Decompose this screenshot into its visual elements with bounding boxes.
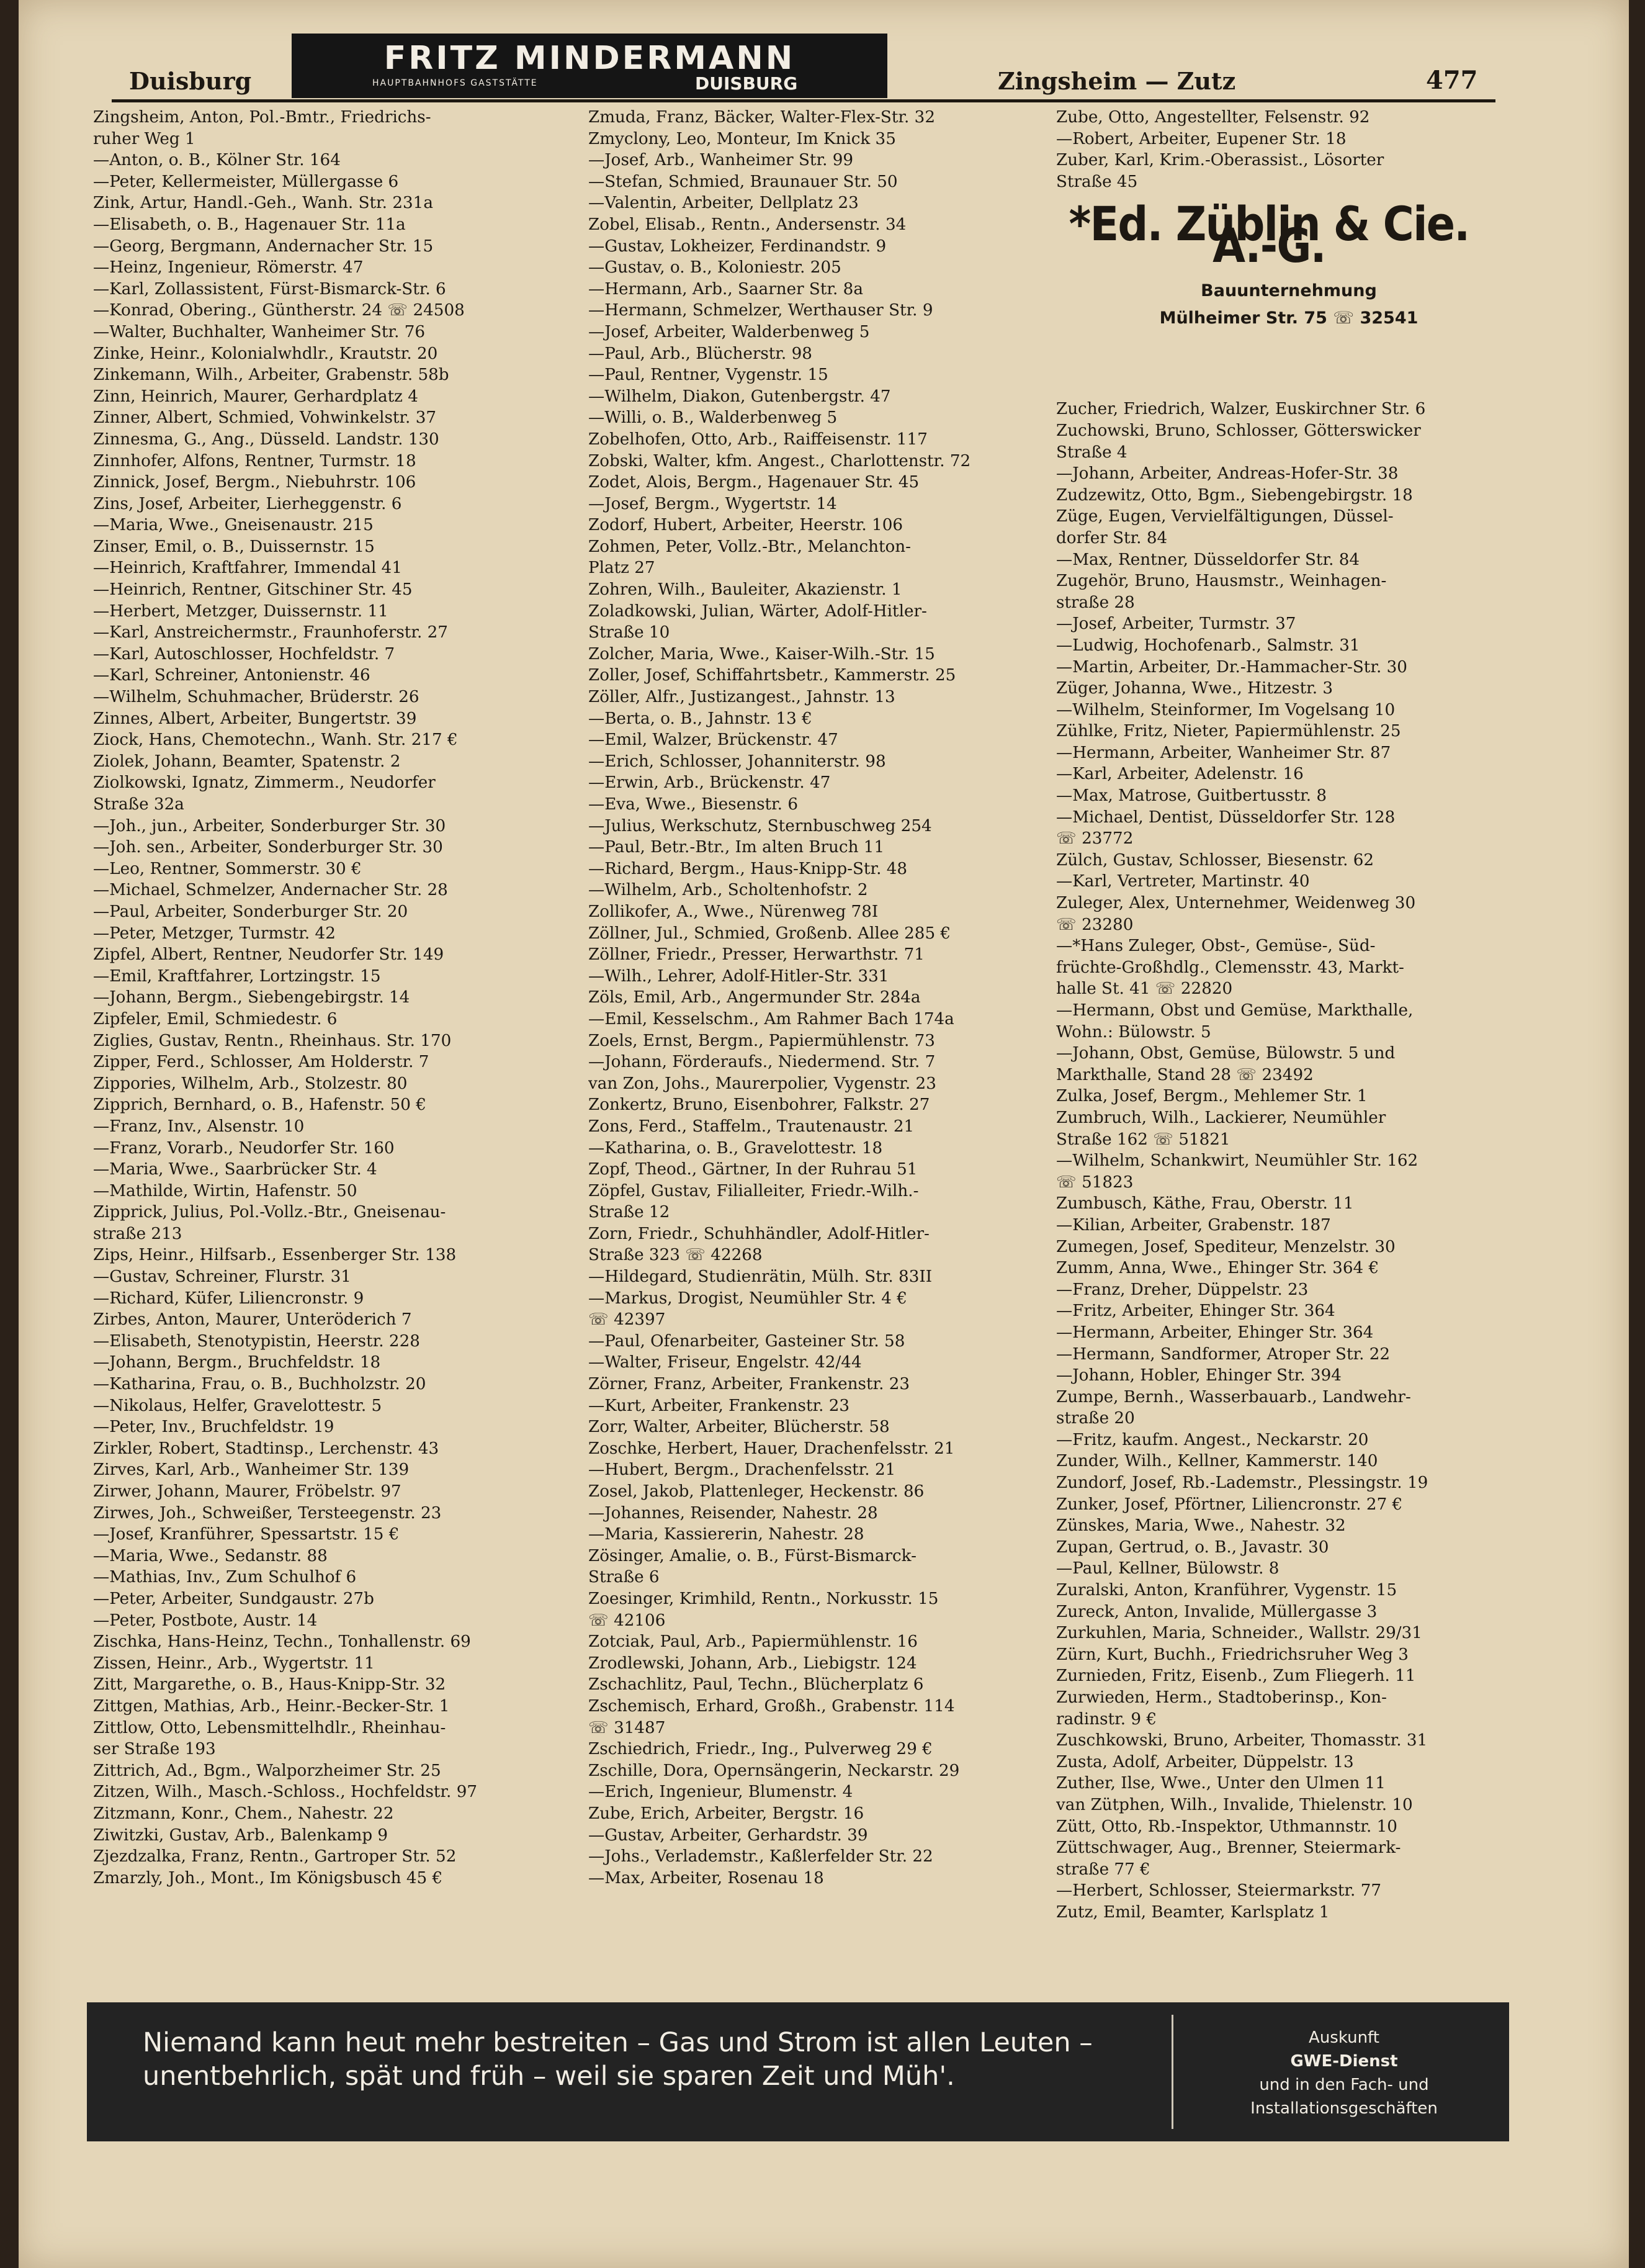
directory-entry: Zschachlitz, Paul, Techn., Blücherplatz 6 — [588, 1675, 924, 1694]
directory-entry: —Josef, Arb., Wanheimer Str. 99 — [588, 151, 854, 170]
directory-entry: Zipfel, Albert, Rentner, Neudorfer Str. 149 — [93, 945, 444, 965]
banner-info-line: Auskunft — [1309, 2028, 1379, 2047]
directory-entry: Zinner, Albert, Schmied, Vohwinkelstr. 37 — [93, 408, 437, 428]
directory-entry: Zollikofer, A., Wwe., Nürenweg 78I — [588, 902, 879, 921]
directory-entry: —Michael, Dentist, Düsseldorfer Str. 128 — [1056, 808, 1396, 827]
directory-entry: Zumegen, Josef, Spediteur, Menzelstr. 30 — [1056, 1237, 1396, 1256]
directory-entry: —Mathias, Inv., Zum Schulhof 6 — [93, 1568, 357, 1587]
directory-entry: Zureck, Anton, Invalide, Müllergasse 3 — [1056, 1602, 1378, 1621]
directory-entry: Zirbes, Anton, Maurer, Unteröderich 7 — [93, 1310, 412, 1330]
directory-entry: —Hubert, Bergm., Drachenfelsstr. 21 — [588, 1460, 896, 1480]
directory-entry: —Robert, Arbeiter, Eupener Str. 18 — [1056, 129, 1347, 148]
directory-entry: —Johann, Obst, Gemüse, Bülowstr. 5 und — [1056, 1044, 1396, 1063]
header-advertisement — [292, 34, 887, 98]
directory-entry: —Wilhelm, Schankwirt, Neumühler Str. 162 — [1056, 1151, 1419, 1171]
directory-entry: Zinnes, Albert, Arbeiter, Bungertstr. 39 — [93, 709, 417, 728]
directory-entry: ☏ 23280 — [1056, 915, 1134, 934]
header-rule — [112, 99, 1495, 102]
directory-entry: —Maria, Wwe., Gneisenaustr. 215 — [93, 516, 374, 535]
directory-entry: Zinser, Emil, o. B., Duissernstr. 15 — [93, 537, 375, 556]
directory-entry: —Karl, Anstreichermstr., Fraunhoferstr. 27 — [93, 623, 448, 642]
directory-entry: —Josef, Arbeiter, Walderbenweg 5 — [588, 322, 870, 341]
directory-entry: ser Straße 193 — [93, 1740, 216, 1759]
directory-entry: —Nikolaus, Helfer, Gravelottestr. 5 — [93, 1396, 382, 1415]
directory-entry: Zühlke, Fritz, Nieter, Papiermühlenstr. 25 — [1056, 722, 1401, 741]
directory-entry: ☏ 51823 — [1056, 1172, 1134, 1192]
directory-entry: straße 77 € — [1056, 1860, 1150, 1879]
directory-entry: —Johannes, Reisender, Nahestr. 28 — [588, 1503, 878, 1523]
directory-entry: Zulka, Josef, Bergm., Mehlemer Str. 1 — [1056, 1087, 1368, 1106]
directory-entry: —Katharina, Frau, o. B., Buchholzstr. 20 — [93, 1375, 426, 1394]
directory-entry: —Max, Matrose, Guitbertusstr. 8 — [1056, 786, 1327, 806]
directory-entry: Zumpe, Bernh., Wasserbauarb., Landwehr- — [1056, 1387, 1411, 1406]
directory-entry: Zöls, Emil, Arb., Angermunder Str. 284a — [588, 988, 921, 1007]
directory-entry: Zumbruch, Wilh., Lackierer, Neumühler — [1056, 1108, 1386, 1127]
brand-name: FRITZ MINDERMANN — [383, 40, 796, 77]
directory-entry: —Hermann, Arb., Saarner Str. 8a — [588, 279, 863, 299]
directory-entry: Straße 10 — [588, 623, 670, 642]
directory-entry: Zirkler, Robert, Stadtinsp., Lerchenstr. 43 — [93, 1439, 439, 1458]
directory-entry: Zöller, Alfr., Justizangest., Jahnstr. 13 — [588, 688, 895, 707]
directory-entry: Zirwer, Johann, Maurer, Fröbelstr. 97 — [93, 1482, 401, 1501]
directory-entry: Straße 12 — [588, 1203, 670, 1222]
directory-entry: Zoesinger, Krimhild, Rentn., Norkusstr. 15 — [588, 1589, 939, 1608]
directory-entry: ☏ 42106 — [588, 1611, 666, 1630]
directory-entry: Zipfeler, Emil, Schmiedestr. 6 — [93, 1009, 338, 1028]
directory-entry: früchte-Großhdlg., Clemensstr. 43, Markt- — [1056, 958, 1404, 977]
directory-entry: —Richard, Küfer, Liliencronstr. 9 — [93, 1289, 364, 1308]
directory-entry: —Franz, Inv., Alsenstr. 10 — [93, 1117, 305, 1136]
directory-entry: Zolcher, Maria, Wwe., Kaiser-Wilh.-Str. 15 — [588, 644, 935, 664]
directory-entry: Zitt, Margarethe, o. B., Haus-Knipp-Str. 32 — [93, 1675, 446, 1694]
directory-entry: —Kurt, Arbeiter, Frankenstr. 23 — [588, 1396, 850, 1415]
directory-entry: —Josef, Arbeiter, Turmstr. 37 — [1056, 614, 1296, 634]
directory-entry: Zinnick, Josef, Bergm., Niebuhrstr. 106 — [93, 473, 416, 492]
directory-entry: Zöpfel, Gustav, Filialleiter, Friedr.-Wilh.- — [588, 1181, 919, 1200]
directory-entry: Zunder, Wilh., Kellner, Kammerstr. 140 — [1056, 1452, 1378, 1471]
directory-entry: Zinke, Heinr., Kolonialwhdlr., Krautstr. 20 — [93, 344, 438, 363]
directory-entry: halle St. 41 ☏ 22820 — [1056, 979, 1233, 999]
directory-entry: —Johann, Förderaufs., Niedermend. Str. 7 — [588, 1053, 936, 1072]
directory-entry: Zingsheim, Anton, Pol.-Bmtr., Friedrichs- — [93, 108, 431, 127]
directory-entry: Zjezdzalka, Franz, Rentn., Gartroper Str. 52 — [93, 1847, 457, 1866]
directory-entry: —Joh. sen., Arbeiter, Sonderburger Str. 30 — [93, 838, 443, 857]
directory-entry: Zirves, Karl, Arb., Wanheimer Str. 139 — [93, 1460, 410, 1480]
directory-entry: Ziwitzki, Gustav, Arb., Balenkamp 9 — [93, 1825, 388, 1845]
directory-entry: —Hermann, Obst und Gemüse, Markthalle, — [1056, 1001, 1414, 1020]
directory-entry: —Eva, Wwe., Biesenstr. 6 — [588, 795, 798, 814]
banner-slogan: Niemand kann heut mehr bestreiten – Gas und Strom ist allen Leuten – unentbehrlich, spät und früh – weil sie sparen Zeit und Müh'. — [143, 2027, 1093, 2092]
directory-entry: Zobski, Walter, kfm. Angest., Charlottenstr. 72 — [588, 451, 971, 470]
directory-entry: —Maria, Wwe., Saarbrücker Str. 4 — [93, 1160, 377, 1179]
directory-entry: Zipper, Ferd., Schlosser, Am Holderstr. 7 — [93, 1053, 429, 1072]
bottom-banner — [87, 2002, 1509, 2141]
directory-entry: —Hildegard, Studienrätin, Mülh. Str. 83II — [588, 1267, 933, 1287]
directory-entry: —Paul, Rentner, Vygenstr. 15 — [588, 366, 828, 385]
directory-entry: dorfer Str. 84 — [1056, 528, 1168, 547]
directory-entry: Zurwieden, Herm., Stadtoberinsp., Kon- — [1056, 1688, 1387, 1707]
directory-entry: Zittgen, Mathias, Arb., Heinr.-Becker-Str. 1 — [93, 1696, 450, 1716]
directory-entry: Zrodlewski, Johann, Arb., Liebigstr. 124 — [588, 1654, 917, 1673]
directory-entry: straße 213 — [93, 1224, 182, 1243]
directory-entry: Zusta, Adolf, Arbeiter, Düppelstr. 13 — [1056, 1752, 1354, 1771]
directory-entry: —Anton, o. B., Kölner Str. 164 — [93, 151, 341, 170]
directory-entry: Straße 6 — [588, 1568, 660, 1587]
directory-entry: Zutz, Emil, Beamter, Karlsplatz 1 — [1056, 1902, 1330, 1922]
directory-entry: —Franz, Vorarb., Neudorfer Str. 160 — [93, 1138, 395, 1158]
directory-entry: Zörner, Franz, Arbeiter, Frankenstr. 23 — [588, 1375, 910, 1394]
directory-entry: Zurkuhlen, Maria, Schneider., Wallstr. 29/31 — [1056, 1624, 1422, 1643]
directory-entry: Züger, Johanna, Wwe., Hitzestr. 3 — [1056, 679, 1333, 698]
directory-entry: Zins, Josef, Arbeiter, Lierheggenstr. 6 — [93, 494, 402, 513]
directory-entry: —Emil, Kraftfahrer, Lortzingstr. 15 — [93, 966, 381, 986]
directory-entry: —Willi, o. B., Walderbenweg 5 — [588, 408, 838, 428]
column-2 — [588, 107, 1078, 1956]
zueblin-subtitle: Bauunternehmung — [1201, 281, 1377, 301]
directory-entry: Platz 27 — [588, 559, 655, 578]
directory-entry: Zucher, Friedrich, Walzer, Euskirchner Str. 6 — [1056, 400, 1426, 419]
directory-entry: Straße 323 ☏ 42268 — [588, 1246, 763, 1265]
directory-entry: Zube, Erich, Arbeiter, Bergstr. 16 — [588, 1804, 864, 1823]
directory-entry: Zmuda, Franz, Bäcker, Walter-Flex-Str. 32 — [588, 108, 935, 127]
directory-entry: Ziglies, Gustav, Rentn., Rheinhaus. Str. 170 — [93, 1031, 452, 1050]
directory-entry: Zumbusch, Käthe, Frau, Oberstr. 11 — [1056, 1194, 1354, 1213]
directory-entry: ☏ 42397 — [588, 1310, 666, 1330]
directory-entry: Zudzewitz, Otto, Bgm., Siebengebirgstr. 18 — [1056, 485, 1413, 505]
directory-entry: —Wilhelm, Steinformer, Im Vogelsang 10 — [1056, 700, 1396, 719]
directory-entry: —Peter, Metzger, Turmstr. 42 — [93, 924, 336, 943]
banner-info-line: Installationsgeschäften — [1250, 2099, 1438, 2118]
directory-entry: —*Hans Zuleger, Obst-, Gemüse-, Süd- — [1056, 937, 1376, 956]
directory-entry: Zobelhofen, Otto, Arb., Raiffeisenstr. 117 — [588, 430, 928, 449]
directory-entry: —Georg, Bergmann, Andernacher Str. 15 — [93, 236, 434, 256]
directory-entry: —Mathilde, Wirtin, Hafenstr. 50 — [93, 1181, 357, 1200]
directory-entry: —Wilhelm, Diakon, Gutenbergstr. 47 — [588, 387, 891, 406]
directory-entry: Zohren, Wilh., Bauleiter, Akazienstr. 1 — [588, 580, 902, 600]
directory-entry: Zirwes, Joh., Schweißer, Tersteegenstr. 23 — [93, 1503, 442, 1523]
directory-entry: —Peter, Kellermeister, Müllergasse 6 — [93, 172, 399, 191]
directory-entry: Zuschkowski, Bruno, Arbeiter, Thomasstr. 31 — [1056, 1731, 1428, 1750]
directory-entry: Zuber, Karl, Krim.-Oberassist., Lösorter — [1056, 151, 1384, 170]
directory-entry: —Wilhelm, Schuhmacher, Brüderstr. 26 — [93, 688, 419, 707]
directory-entry: Zotciak, Paul, Arb., Papiermühlenstr. 16 — [588, 1632, 918, 1652]
directory-entry: —Erich, Ingenieur, Blumenstr. 4 — [588, 1783, 853, 1802]
directory-entry: Zülch, Gustav, Schlosser, Biesenstr. 62 — [1056, 850, 1374, 870]
directory-entry: Zuchowski, Bruno, Schlosser, Götterswicker — [1056, 421, 1421, 440]
directory-page — [19, 0, 1629, 2268]
directory-entry: —Paul, Arb., Blücherstr. 98 — [588, 344, 812, 363]
directory-entry: Zitzmann, Konr., Chem., Nahestr. 22 — [93, 1804, 394, 1823]
directory-entry: Zschille, Dora, Opernsängerin, Neckarstr. 29 — [588, 1761, 960, 1780]
brand-subtitle: HAUPTBAHNHOFS GASTSTÄTTE — [372, 78, 538, 88]
directory-entry: —Hermann, Sandformer, Atroper Str. 22 — [1056, 1344, 1391, 1364]
directory-entry: Zink, Artur, Handl.-Geh., Wanh. Str. 231a — [93, 194, 433, 213]
directory-entry: —Hermann, Arbeiter, Ehinger Str. 364 — [1056, 1323, 1374, 1342]
directory-entry: —Hermann, Arbeiter, Wanheimer Str. 87 — [1056, 743, 1391, 762]
directory-entry: ☏ 23772 — [1056, 829, 1134, 848]
directory-entry: Zundorf, Josef, Rb.-Lademstr., Plessingstr. 19 — [1056, 1474, 1428, 1493]
directory-entry: Zinnesma, G., Ang., Düsseld. Landstr. 130 — [93, 430, 439, 449]
directory-entry: —Emil, Kesselschm., Am Rahmer Bach 174a — [588, 1009, 954, 1028]
directory-entry: Zinnhofer, Alfons, Rentner, Turmstr. 18 — [93, 451, 416, 470]
directory-entry: Straße 4 — [1056, 443, 1127, 462]
directory-entry: —Michael, Schmelzer, Andernacher Str. 28 — [93, 881, 448, 900]
directory-entry: —Stefan, Schmied, Braunauer Str. 50 — [588, 172, 898, 191]
directory-entry: Zuther, Ilse, Wwe., Unter den Ulmen 11 — [1056, 1774, 1386, 1793]
directory-entry: —Fritz, Arbeiter, Ehinger Str. 364 — [1056, 1302, 1335, 1321]
directory-entry: Straße 32a — [93, 795, 184, 814]
directory-entry: Zumm, Anna, Wwe., Ehinger Str. 364 € — [1056, 1259, 1379, 1278]
directory-entry: Zinn, Heinrich, Maurer, Gerhardplatz 4 — [93, 387, 418, 406]
directory-entry: Ziock, Hans, Chemotechn., Wanh. Str. 217 € — [93, 731, 458, 750]
directory-entry: —Elisabeth, o. B., Hagenauer Str. 11a — [93, 215, 406, 234]
directory-entry: Zube, Otto, Angestellter, Felsenstr. 92 — [1056, 108, 1370, 127]
zueblin-address: Mülheimer Str. 75 ☏ 32541 — [1159, 308, 1419, 328]
directory-entry: Zittlow, Otto, Lebensmittelhdlr., Rheinhau- — [93, 1718, 446, 1737]
directory-entry: —Maria, Wwe., Sedanstr. 88 — [93, 1546, 328, 1565]
directory-entry: —Julius, Werkschutz, Sternbuschweg 254 — [588, 816, 932, 835]
directory-entry: —Heinz, Ingenieur, Römerstr. 47 — [93, 258, 364, 277]
directory-entry: Zösinger, Amalie, o. B., Fürst-Bismarck- — [588, 1546, 917, 1565]
directory-entry: —Wilhelm, Arb., Scholtenhofstr. 2 — [588, 881, 868, 900]
directory-entry: Zinkemann, Wilh., Arbeiter, Grabenstr. 58b — [93, 366, 449, 385]
directory-entry: —Josef, Kranführer, Spessartstr. 15 € — [93, 1525, 400, 1544]
banner-info-line: GWE-Dienst — [1290, 2052, 1398, 2071]
directory-entry: —Markus, Drogist, Neumühler Str. 4 € — [588, 1289, 907, 1308]
directory-entry: —Karl, Vertreter, Martinstr. 40 — [1056, 872, 1310, 891]
directory-entry: Zoller, Josef, Schiffahrtsbetr., Kammerstr. 25 — [588, 666, 956, 685]
directory-entry: Zschemisch, Erhard, Großh., Grabenstr. 114 — [588, 1696, 955, 1716]
directory-entry: Zugehör, Bruno, Hausmstr., Weinhagen- — [1056, 572, 1387, 591]
column-3-bottom — [1056, 398, 1528, 1923]
directory-entry: —Franz, Dreher, Düppelstr. 23 — [1056, 1280, 1309, 1299]
directory-entry: Straße 162 ☏ 51821 — [1056, 1130, 1230, 1149]
directory-entry: —Karl, Zollassistent, Fürst-Bismarck-Str. 6 — [93, 279, 446, 299]
directory-entry: —Peter, Postbote, Austr. 14 — [93, 1611, 318, 1630]
directory-entry: Wohn.: Bülowstr. 5 — [1056, 1022, 1211, 1042]
header-range: Zingsheim — Zutz — [998, 67, 1236, 95]
column-1 — [93, 107, 583, 1956]
directory-entry: Zoschke, Herbert, Hauer, Drachenfelsstr. 21 — [588, 1439, 955, 1458]
directory-entry: Zmyclony, Leo, Monteur, Im Knick 35 — [588, 129, 896, 148]
directory-entry: Zöllner, Jul., Schmied, Großenb. Allee 285 € — [588, 924, 951, 943]
directory-entry: Ziolkowski, Ignatz, Zimmerm., Neudorfer — [93, 773, 436, 793]
directory-entry: Zorr, Walter, Arbeiter, Blücherstr. 58 — [588, 1418, 890, 1437]
directory-entry: —Maria, Kassiererin, Nahestr. 28 — [588, 1525, 864, 1544]
banner-info-line: und in den Fach- und — [1259, 2076, 1429, 2094]
directory-entry: —Heinrich, Kraftfahrer, Immendal 41 — [93, 559, 402, 578]
directory-entry: —Erich, Schlosser, Johanniterstr. 98 — [588, 752, 886, 771]
directory-entry: Zipprick, Julius, Pol.-Vollz.-Btr., Gneisenau- — [93, 1203, 446, 1222]
directory-entry: —Valentin, Arbeiter, Dellplatz 23 — [588, 194, 859, 213]
directory-entry: —Richard, Bergm., Haus-Knipp-Str. 48 — [588, 859, 908, 878]
zueblin-title: *Ed. Züblin & Cie. A.-G. — [1069, 196, 1469, 273]
directory-entry: Ziolek, Johann, Beamter, Spatenstr. 2 — [93, 752, 401, 771]
directory-entry: —Josef, Bergm., Wygertstr. 14 — [588, 494, 837, 513]
directory-entry: —Gustav, Lokheizer, Ferdinandstr. 9 — [588, 236, 887, 256]
directory-entry: —Leo, Rentner, Sommerstr. 30 € — [93, 859, 362, 878]
directory-entry: Markthalle, Stand 28 ☏ 23492 — [1056, 1065, 1314, 1084]
directory-entry: —Katharina, o. B., Gravelottestr. 18 — [588, 1138, 883, 1158]
directory-entry: —Elisabeth, Stenotypistin, Heerstr. 228 — [93, 1331, 420, 1351]
directory-entry: —Karl, Autoschlosser, Hochfeldstr. 7 — [93, 644, 395, 664]
directory-entry: —Paul, Kellner, Bülowstr. 8 — [1056, 1559, 1280, 1578]
directory-entry: —Max, Rentner, Düsseldorfer Str. 84 — [1056, 550, 1360, 569]
directory-entry: —Johann, Hobler, Ehinger Str. 394 — [1056, 1366, 1342, 1385]
banner-info — [1179, 2026, 1509, 2120]
directory-entry: —Max, Arbeiter, Rosenau 18 — [588, 1868, 824, 1888]
directory-entry: —Martin, Arbeiter, Dr.-Hammacher-Str. 30 — [1056, 657, 1407, 677]
directory-entry: Zischka, Hans-Heinz, Techn., Tonhallenstr. 69 — [93, 1632, 471, 1652]
directory-entry: straße 28 — [1056, 593, 1135, 612]
directory-entry: Zmarzly, Joh., Mont., Im Königsbusch 45 € — [93, 1868, 443, 1888]
directory-entry: Zosel, Jakob, Plattenleger, Heckenstr. 86 — [588, 1482, 925, 1501]
directory-entry: —Ludwig, Hochofenarb., Salmstr. 31 — [1056, 636, 1360, 655]
directory-entry: Zodet, Alois, Bergm., Hagenauer Str. 45 — [588, 473, 920, 492]
directory-entry: Zuralski, Anton, Kranführer, Vygenstr. 15 — [1056, 1581, 1397, 1600]
directory-entry: —Paul, Betr.-Btr., Im alten Bruch 11 — [588, 838, 885, 857]
directory-entry: —Peter, Inv., Bruchfeldstr. 19 — [93, 1418, 334, 1437]
directory-entry: —Joh., jun., Arbeiter, Sonderburger Str. 30 — [93, 816, 446, 835]
directory-entry: —Paul, Ofenarbeiter, Gasteiner Str. 58 — [588, 1331, 905, 1351]
directory-entry: Zopf, Theod., Gärtner, In der Ruhrau 51 — [588, 1160, 918, 1179]
directory-entry: ruher Weg 1 — [93, 129, 195, 148]
directory-entry: —Walter, Buchhalter, Wanheimer Str. 76 — [93, 322, 426, 341]
directory-entry: van Zütphen, Wilh., Invalide, Thielenstr. 10 — [1056, 1795, 1413, 1814]
brand-city: DUISBURG — [695, 73, 798, 94]
directory-entry: ☏ 31487 — [588, 1718, 666, 1737]
directory-entry: —Karl, Arbeiter, Adelenstr. 16 — [1056, 765, 1304, 784]
directory-entry: —Berta, o. B., Jahnstr. 13 € — [588, 709, 812, 728]
directory-entry: —Erwin, Arb., Brückenstr. 47 — [588, 773, 831, 793]
directory-entry: —Herbert, Metzger, Duissernstr. 11 — [93, 601, 388, 621]
directory-entry: —Johann, Arbeiter, Andreas-Hofer-Str. 38 — [1056, 464, 1399, 484]
directory-entry: —Fritz, kaufm. Angest., Neckarstr. 20 — [1056, 1430, 1369, 1449]
directory-entry: Zittrich, Ad., Bgm., Walporzheimer Str. 25 — [93, 1761, 441, 1780]
directory-entry: Zünskes, Maria, Wwe., Nahestr. 32 — [1056, 1516, 1346, 1536]
directory-entry: Zons, Ferd., Staffelm., Trautenaustr. 21 — [588, 1117, 915, 1136]
page-number: 477 — [1426, 66, 1478, 95]
directory-entry: van Zon, Johs., Maurerpolier, Vygenstr. 23 — [588, 1074, 936, 1093]
directory-entry: —Johann, Bergm., Bruchfeldstr. 18 — [93, 1353, 381, 1372]
directory-entry: —Johann, Bergm., Siebengebirgstr. 14 — [93, 988, 410, 1007]
directory-entry: Zonkertz, Bruno, Eisenbohrer, Falkstr. 27 — [588, 1096, 930, 1115]
directory-entry: Züttschwager, Aug., Brenner, Steiermark- — [1056, 1838, 1401, 1858]
directory-entry: —Peter, Arbeiter, Sundgaustr. 27b — [93, 1589, 374, 1608]
column-3-top — [1056, 107, 1528, 192]
directory-entry: —Hermann, Schmelzer, Werthauser Str. 9 — [588, 301, 933, 320]
directory-entry: Zitzen, Wilh., Masch.-Schloss., Hochfeldstr. 97 — [93, 1783, 478, 1802]
directory-entry: Zütt, Otto, Rb.-Inspektor, Uthmannstr. 10 — [1056, 1817, 1397, 1836]
directory-entry: Zippories, Wilhelm, Arb., Stolzestr. 80 — [93, 1074, 408, 1093]
directory-entry: —Heinrich, Rentner, Gitschiner Str. 45 — [93, 580, 413, 600]
directory-entry: —Konrad, Obering., Güntherstr. 24 ☏ 24508 — [93, 301, 465, 320]
directory-entry: straße 20 — [1056, 1409, 1135, 1428]
directory-entry: Zurnieden, Fritz, Eisenb., Zum Fliegerh. 11 — [1056, 1667, 1416, 1686]
directory-entry: Zunker, Josef, Pförtner, Liliencronstr. 27 € — [1056, 1495, 1403, 1514]
directory-entry: —Paul, Arbeiter, Sonderburger Str. 20 — [93, 902, 408, 921]
directory-entry: Zöllner, Friedr., Presser, Herwarthstr. 71 — [588, 945, 925, 965]
directory-entry: Zips, Heinr., Hilfsarb., Essenberger Str. 138 — [93, 1246, 457, 1265]
directory-entry: —Herbert, Schlosser, Steiermarkstr. 77 — [1056, 1881, 1382, 1901]
directory-entry: Zissen, Heinr., Arb., Wygertstr. 11 — [93, 1654, 375, 1673]
directory-entry: —Gustav, Schreiner, Flurstr. 31 — [93, 1267, 351, 1287]
directory-entry: —Gustav, o. B., Koloniestr. 205 — [588, 258, 841, 277]
directory-entry: Zürn, Kurt, Buchh., Friedrichsruher Weg 3 — [1056, 1645, 1409, 1664]
directory-entry: —Kilian, Arbeiter, Grabenstr. 187 — [1056, 1215, 1331, 1235]
directory-entry: Zohmen, Peter, Vollz.-Btr., Melanchton- — [588, 537, 911, 556]
directory-entry: —Gustav, Arbeiter, Gerhardstr. 39 — [588, 1825, 868, 1845]
directory-entry: —Wilh., Lehrer, Adolf-Hitler-Str. 331 — [588, 966, 889, 986]
directory-entry: —Johs., Verlademstr., Kaßlerfelder Str. 22 — [588, 1847, 933, 1866]
directory-entry: Zuleger, Alex, Unternehmer, Weidenweg 30 — [1056, 894, 1416, 913]
directory-entry: radinstr. 9 € — [1056, 1709, 1157, 1729]
header-city: Duisburg — [129, 67, 252, 95]
column-3 — [1056, 107, 1528, 1956]
directory-entry: Zupan, Gertrud, o. B., Javastr. 30 — [1056, 1537, 1329, 1557]
zueblin-advertisement — [1056, 192, 1528, 398]
directory-entry: Zoels, Ernst, Bergm., Papiermühlenstr. 73 — [588, 1031, 935, 1050]
banner-divider — [1172, 2015, 1173, 2129]
directory-entry: Straße 45 — [1056, 172, 1138, 191]
directory-entry: Zipprich, Bernhard, o. B., Hafenstr. 50 € — [93, 1096, 426, 1115]
directory-entry: Zschiedrich, Friedr., Ing., Pulverweg 29 € — [588, 1740, 933, 1759]
directory-entry: —Karl, Schreiner, Antonienstr. 46 — [93, 666, 370, 685]
directory-entry: —Emil, Walzer, Brückenstr. 47 — [588, 731, 838, 750]
directory-entry: Zobel, Elisab., Rentn., Andersenstr. 34 — [588, 215, 907, 234]
directory-entry: Züge, Eugen, Vervielfältigungen, Düssel- — [1056, 507, 1394, 526]
directory-entry: Zoladkowski, Julian, Wärter, Adolf-Hitler- — [588, 601, 927, 621]
directory-entry: Zodorf, Hubert, Arbeiter, Heerstr. 106 — [588, 516, 903, 535]
directory-entry: —Walter, Friseur, Engelstr. 42/44 — [588, 1353, 862, 1372]
directory-entry: Zorn, Friedr., Schuhhändler, Adolf-Hitler- — [588, 1224, 930, 1243]
